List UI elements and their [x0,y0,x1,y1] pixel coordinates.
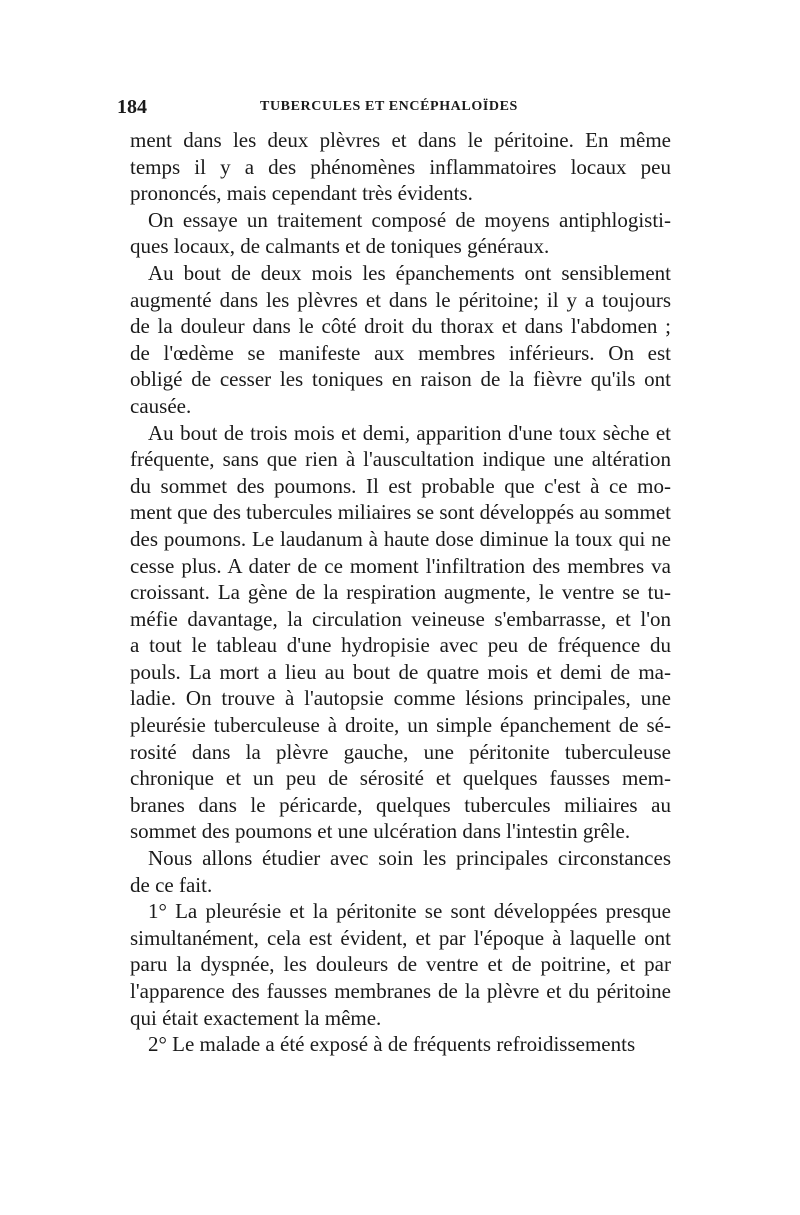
text-line: 1° La pleurésie et la péritonite se sont développées presque [148,899,671,924]
paragraph [130,207,671,260]
text-line: de la douleur dans le côté droit du thorax et dans l'abdomen ; [130,314,671,339]
text-line: prononcés, mais cependant très évidents. [130,181,473,206]
paragraph [130,420,671,846]
text-line: paru la dyspnée, les douleurs de ventre et de poitrine, et par [130,952,671,977]
text-line: On essaye un traitement composé de moyens antiphlogisti- [148,207,671,232]
text-line: croissant. La gène de la respiration augmente, le ventre se tu- [130,580,671,605]
page-header [117,96,677,122]
text-line: de l'œdème se manifeste aux membres inférieurs. On est [130,340,671,365]
text-line: augmenté dans les plèvres et dans le péritoine; il y a toujours [130,287,671,312]
text-line: de ce fait. [130,872,213,897]
text-line: 2° Le malade a été exposé à de fréquents refroidissements [148,1032,636,1057]
text-line: obligé de cesser les toniques en raison de la fièvre qu'ils ont [130,367,671,392]
text-line: cesse plus. A dater de ce moment l'infiltration des membres va [130,553,671,578]
paragraph [130,845,671,898]
text-line: fréquente, sans que rien à l'auscultation indique une altération [130,447,671,472]
text-line: simultanément, cela est évident, et par l'époque à laquelle ont [130,925,671,950]
text-line: ques locaux, de calmants et de toniques généraux. [130,234,550,259]
paragraph [130,1031,671,1058]
text-line: des poumons. Le laudanum à haute dose diminue la toux qui ne [130,526,671,551]
text-line: ladie. On trouve à l'autopsie comme lésions principales, une [130,686,671,711]
text-line: causée. [130,393,192,418]
text-line: pleurésie tuberculeuse à droite, un simple épanchement de sé- [130,713,671,738]
text-line: qui était exactement la même. [130,1005,382,1030]
body-text [130,127,671,1058]
text-line: chronique et un peu de sérosité et quelques fausses mem- [130,766,671,791]
text-line: sommet des poumons et une ulcération dans l'intestin grêle. [130,819,631,844]
text-line: rosité dans la plèvre gauche, une péritonite tuberculeuse [130,739,671,764]
paragraph [130,898,671,1031]
text-line: Nous allons étudier avec soin les principales circonstances [148,846,671,871]
text-line: a tout le tableau d'une hydropisie avec peu de fréquence du [130,633,671,658]
text-line: branes dans le péricarde, quelques tubercules miliaires au [130,792,671,817]
text-line: Au bout de trois mois et demi, apparition d'une toux sèche et [148,420,671,445]
text-line: ment dans les deux plèvres et dans le péritoine. En même [130,128,671,152]
text-line: méfie davantage, la circulation veineuse s'embarrasse, et l'on [130,606,671,631]
text-line: du sommet des poumons. Il est probable que c'est à ce mo- [130,473,671,498]
paragraph [130,127,671,207]
page-number: 184 [117,96,147,118]
text-line: Au bout de deux mois les épanchements ont sensiblement [148,260,671,285]
text-line: ment que des tubercules miliaires se sont développés au sommet [130,500,671,525]
text-line: l'apparence des fausses membranes de la plèvre et du péritoine [130,979,671,1003]
text-line: temps il y a des phénomènes inflammatoires locaux peu [130,154,671,179]
paragraph [130,260,671,420]
text-line: pouls. La mort a lieu au bout de quatre mois et demi de ma- [130,659,671,684]
running-title: TUBERCULES ET ENCÉPHALOÏDES [260,99,518,114]
